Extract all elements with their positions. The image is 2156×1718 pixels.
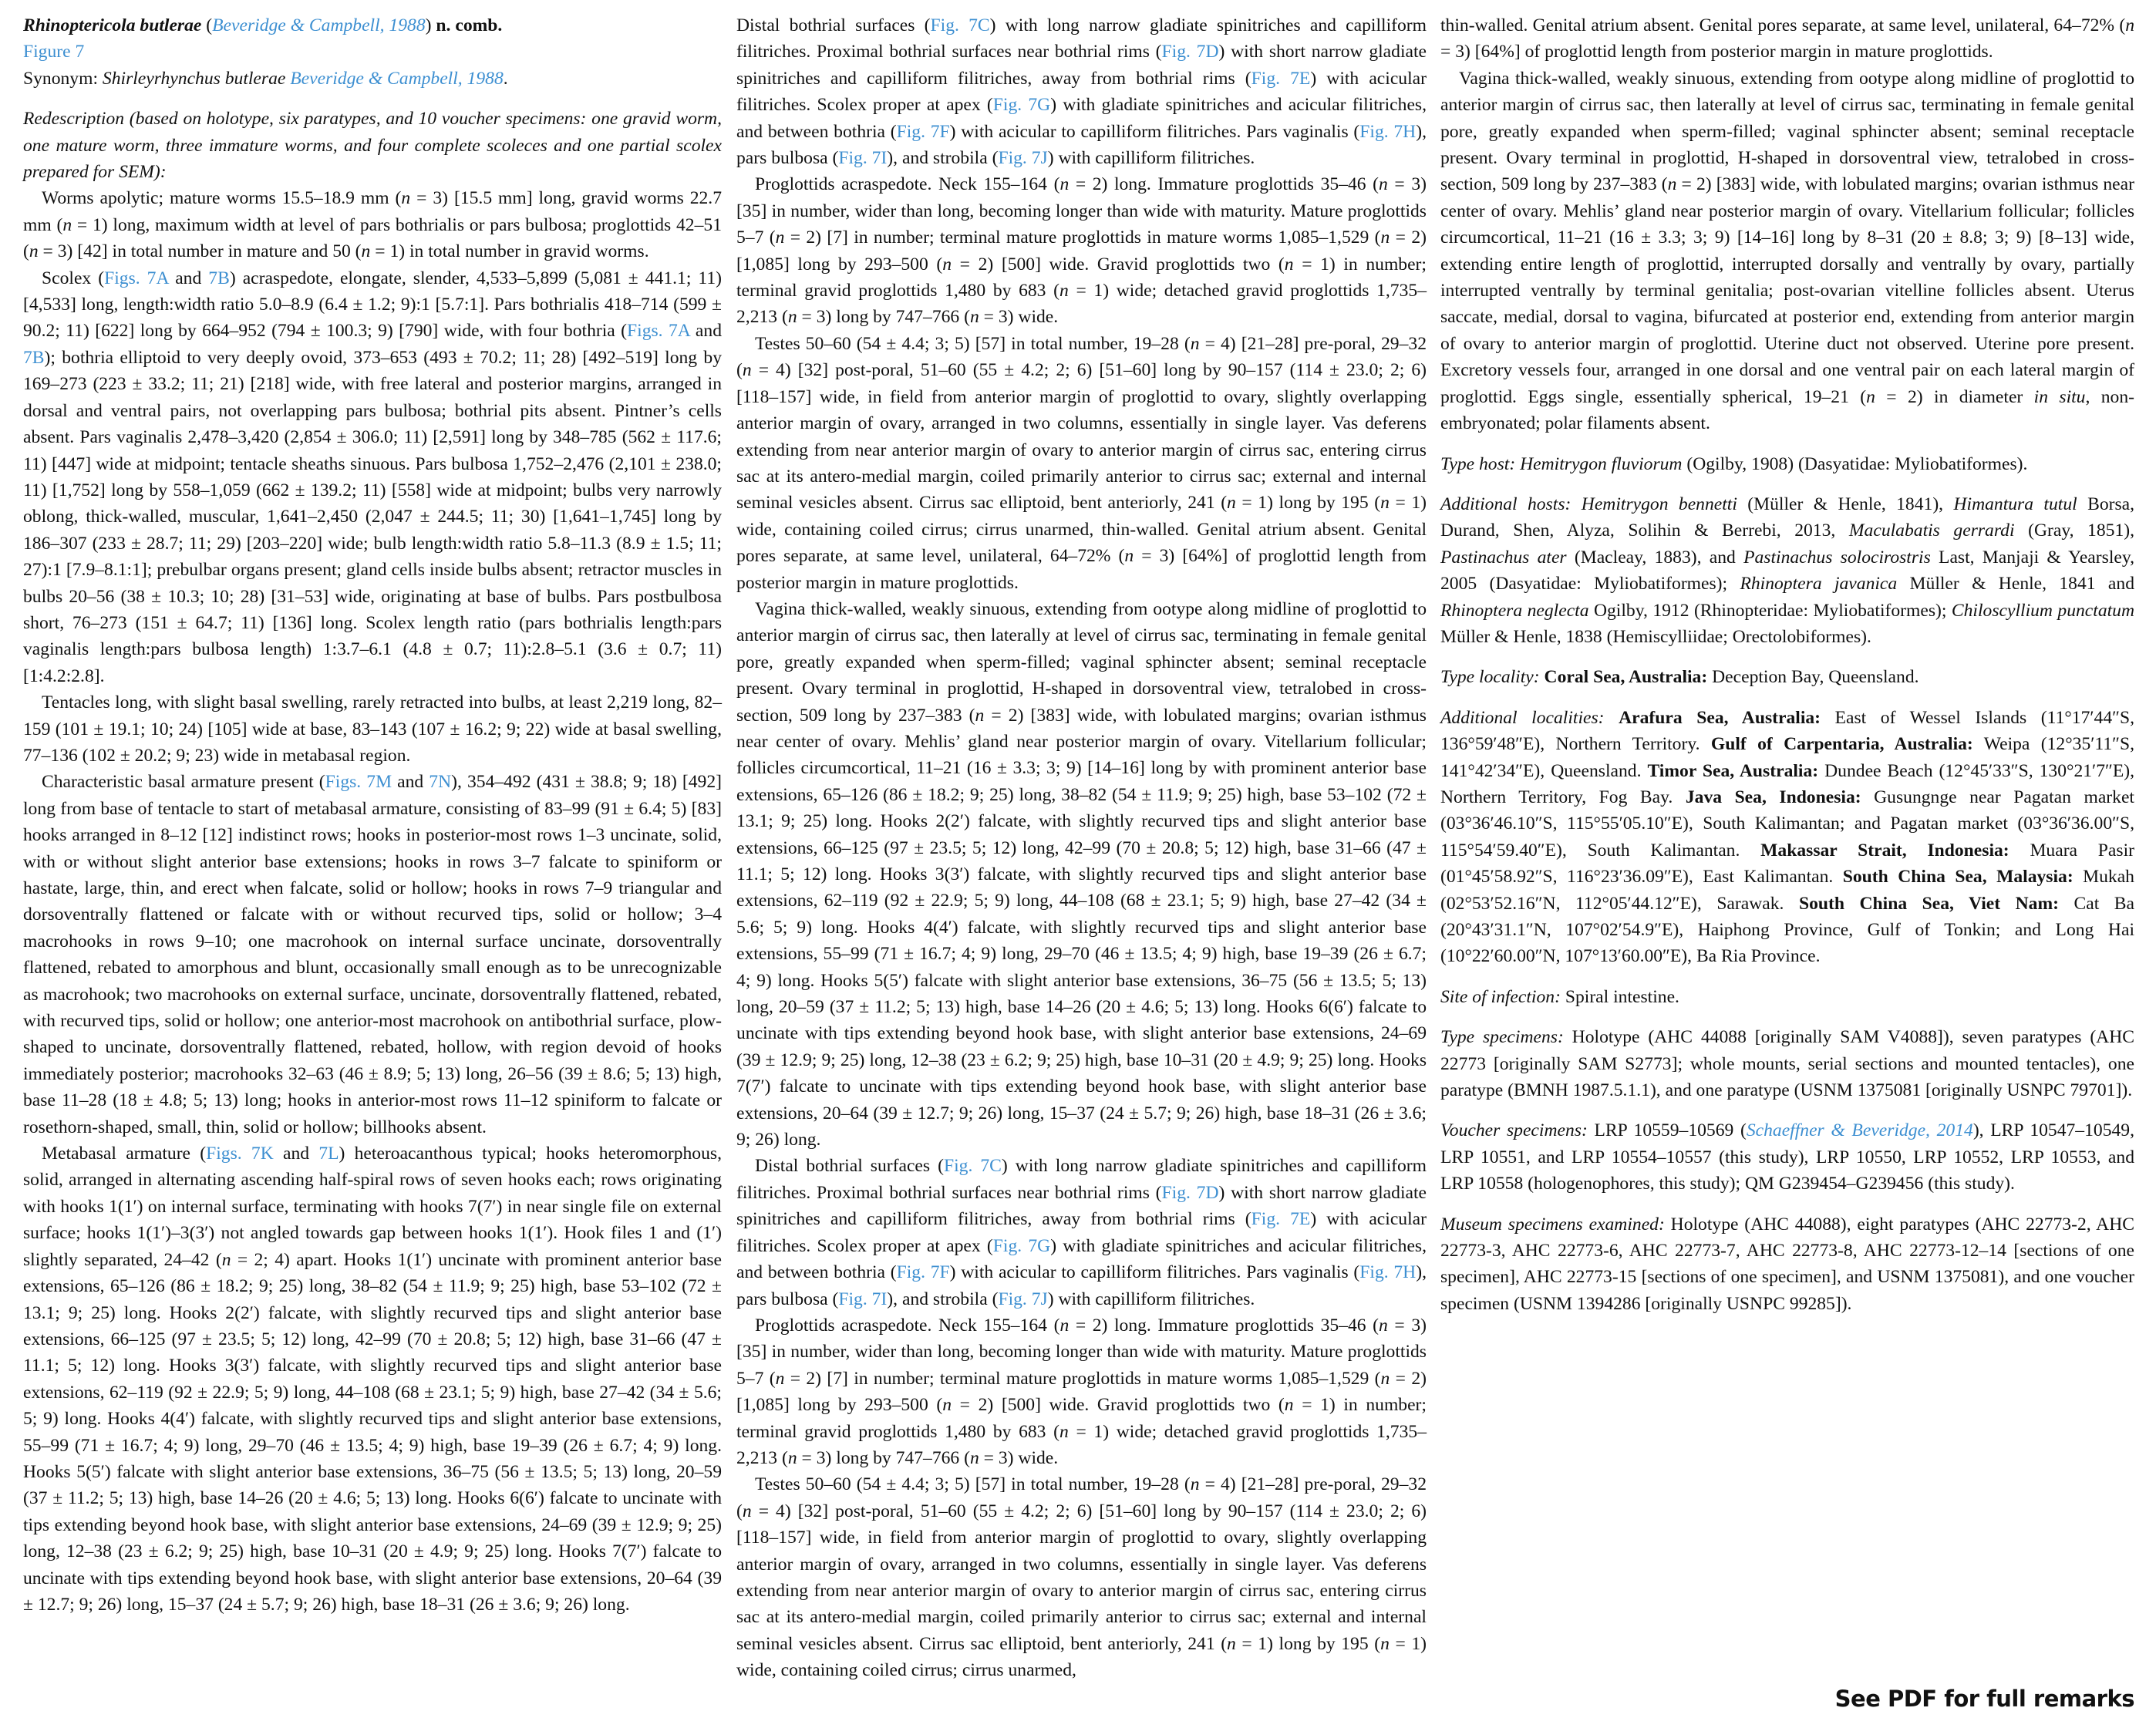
text-segment: n [975, 705, 985, 726]
text-segment: = 2) [383] wide, with lobulated margins; ovarian isthmus near center of ovary. Mehlis’ gland near posterior margin of ovary. Vitellarium follicular; follicles circumcortical, 11–21 (16 ± 3.3; 3; 9) [14–16] long by [736, 705, 1427, 779]
reference-link[interactable]: Figs. 7M [325, 772, 392, 793]
reference-link[interactable]: 7L [318, 1144, 339, 1164]
reference-link[interactable]: Fig. 7J [998, 148, 1048, 169]
basal-armature-paragraph [23, 769, 722, 1140]
text-segment: = 1) wide; detached gravid proglottids 1,735–2,213 ( [736, 1421, 1427, 1468]
text-segment: ) heteroacanthous typical; hooks heteromorphous, solid, arranged in alternating ascending half-spiral rows of seven hooks each; rows originating with hooks 1(1′) on internal surface, terminating with hooks 7(7′) in near single file on external surface; hooks 1(1′)–3(3′) not angled towards gap between hooks 1(1′). Hook files 1 and (1′) slightly separated, 24–42 ( [23, 1144, 722, 1270]
text-segment: n [1380, 1633, 1390, 1654]
text-segment: n [787, 1447, 797, 1468]
text-segment: Pastinachus ater [1440, 547, 1567, 568]
text-segment: (Müller & Henle, 1841), [1737, 494, 1954, 514]
tentacles-paragraph [23, 689, 722, 769]
text-segment: = 3) [35] in number, wider than long, becoming longer than wide with maturity. Mature proglottids 5–7 ( [736, 1315, 1427, 1389]
text-segment: and [392, 772, 430, 793]
text-segment: ( [201, 15, 213, 35]
text-segment: Deception Bay, Queensland. [1707, 667, 1919, 688]
text-segment: n [969, 307, 979, 328]
text-segment: Type locality: [1440, 667, 1540, 688]
type-specimens [1440, 1024, 2134, 1103]
text-segment: = 4) [32] post-poral, 51–60 (55 ± 4.2; 2; 6) [51–60] long by 90–157 (114 ± 23.0; 2; 6) [118–157] wide, in field from anterior margin of proglottid to ovary, slightly overlapping anterior margin of ovary, arranged in two columns, essentially in single layer. Vas deferens extending from near anterior margin of ovary to anterior margin of cirrus sac, entering cirrus sac at its antero-medial margin, coiled primarily anterior to cirrus sac; external and internal seminal vesicles absent. Cirrus sac elliptoid, bent anteriorly, 241 ( [736, 360, 1427, 514]
text-segment: (Macleay, 1883), and [1566, 547, 1744, 568]
voucher-specimens [1440, 1117, 2134, 1197]
text-segment: ); bothria elliptoid to very deeply ovoid, 373–653 (493 ± 70.2; 11; 28) [492–519] long by 169–273 (223 ± 33.2; 11; 21) [218] wide, with free lateral and posterior margins, arranged in dorsal and ventral pairs, not overlapping pars bulbosa; bothrial pits absent. Pintner’s cells absent. Pars vaginalis 2,478–3,420 (2,854 ± 306.0; 11) [2,591] long by 348–785 (562 ± 117.6; 11) [447] wide at midpoint; tentacle sheaths sinuous. Pars bulbosa 1,752–2,476 (2,101 ± 238.0; 11) [1,752] long by 558–1,059 (662 ± 139.2; 11) [558] wide at midpoint; bulbs very narrowly oblong, thick-walled, muscular, 1,641–2,450 (2,047 ± 244.5; 11; 30) [1,641–1,745] long by 186–307 (233 ± 28.7; 11; 29) [203–220] wide; bulb length:width ratio 5.8–11.3 (8.9 ± 1.5; 11; 27):1 [7.9–8.1:1]; prebulbar organs present; gland cells inside bulbs absent; retractor muscles in bulbs 20–56 (38 ± 10.3; 10; 28) [31–53] wide, originating at base of bulbs. Pars postbulbosa short, 76–273 (151 ± 64.7; 11) [136] long. Scolex length ratio (pars bothrialis length:pars vaginalis length:pars bulbosa length) 1:3.7–6.1 (4.8 ± 0.7; 11):2.8–5.1 (3.6 ± 0.7; 11) [1:4.2:2.8]. [23, 347, 722, 686]
text-segment: ), pars bulbosa ( [736, 1262, 1427, 1309]
text-segment: n [942, 254, 952, 275]
text-segment: n [62, 214, 72, 235]
text-segment: n [969, 1447, 979, 1468]
text-segment: n [742, 360, 752, 381]
surfaces-paragraph [736, 12, 1427, 171]
reference-link[interactable]: Fig. 7E [1251, 1209, 1311, 1230]
testes-paragraph [736, 331, 1427, 596]
text-segment: Additional hosts: [1440, 494, 1572, 514]
text-segment: = 2) [7] in number; terminal mature proglottids in mature worms 1,085–1,529 ( [784, 227, 1381, 248]
text-segment: n [942, 1395, 952, 1416]
text-segment: Proglottids acraspedote. Neck 155–164 ( [755, 1315, 1060, 1336]
text-segment: ) with capilliform filitriches. [1047, 148, 1255, 169]
text-segment: with prominent anterior base extensions, 65–126 (86 ± 18.2; 9; 25) long, 38–82 (54 ± 11.9; 9; 25) high, base 53–102 (72 ± 13.1; 9; 25) long. Hooks 2(2′) falcate, with slightly recurved tips and slight anterior base extensions, 66–125 (97 ± 23.5; 5; 12) long, 42–99 (70 ± 20.8; 5; 12) high, base 31–66 (47 ± 11.1; 5; 12) long. Hooks 3(3′) falcate, with slightly recurved tips and slight anterior base extensions, 62–119 (92 ± 22.9; 5; 9) long, 44–108 (68 ± 23.1; 5; 9) high, base 27–42 (34 ± 5.6; 5; 9) long. Hooks 4(4′) falcate, with slightly recurved tips and slight anterior base extensions, 55–99 (71 ± 16.7; 4; 9) long, 29–70 (46 ± 13.5; 4; 9) high, base 19–39 (26 ± 6.7; 4; 9) long. Hooks 5(5′) falcate with slight anterior base extensions, 36–75 (56 ± 13.5; 5; 13) long, 20–59 (37 ± 11.2; 5; 13) high, base 14–26 (20 ± 4.6; 5; 13) long. Hooks 6(6′) falcate to uncinate with tips extending beyond hook base, with slight anterior base extensions, 24–69 (39 ± 12.9; 9; 25) long, 12–38 (23 ± 6.2; 9; 25) high, base 10–31 (20 ± 4.9; 9; 25) long. Hooks 7(7′) falcate to uncinate with tips extending beyond hook base, with slight anterior base extensions, 20–64 (39 ± 12.7; 9; 26) long, 15–37 (24 ± 5.7; 9; 26) high, base 18–31 (26 ± 3.6; 9; 26) long. [736, 758, 1427, 1150]
text-segment: ) with acicular filitriches. Scolex proper at apex ( [736, 68, 1427, 116]
additional-hosts [1440, 491, 2134, 650]
text-segment: = 1) in number; terminal gravid proglottids 1,480 by 683 ( [736, 1395, 1427, 1442]
reference-link[interactable]: Figs. 7K [206, 1144, 274, 1164]
metabasal-armature-paragraph [23, 1140, 722, 1618]
text-segment: n [2125, 15, 2134, 35]
text-segment: ), 354–492 (431 ± 38.8; 9; 18) [492] long from base of tentacle to start of metabasal armature, consisting of 83–99 (91 ± 6.4; 5) [83] hooks arranged in 8–12 [12] indistinct rows; hooks in posterior-most rows 1–3 uncinate, solid, with or without slight anterior base extensions; hooks in rows 3–7 falcate to spiniform or hastate, large, thin, and erect when falcate, solid or hollow; hooks in rows 7–9 triangular and dorsoventrally flattened or falcate with or without recurved tips, solid or hollow; 3–4 macrohooks in rows 9–10; one macrohook on internal surface uncinate, dorsoventrally flattened, rebated to amorphous and blunt, occasionally small enough as to be unrecognizable as macrohook; two macrohooks on external surface, uncinate, dorsoventrally flattened, rebated, with recurved tips, solid or hollow; one anterior-most macrohook on antibothrial surface, plow-shaped to uncinate, dorsoventrally flattened, rebated, hollow, with region devoid of hooks immediately posterior; macrohooks 32–63 (46 ± 8.9; 5; 13) long, 26–56 (39 ± 8.6; 5; 13) high, base 11–28 (18 ± 4.8; 5; 13) long; hooks in anterior-most rows 11–12 spiniform to falcate or rosethorn-shaped, small, thin, solid or hollow; billhooks absent. [23, 772, 722, 1137]
text-segment: Characteristic basal armature present ( [42, 772, 325, 793]
type-host [1440, 451, 2134, 477]
redescription-intro [23, 106, 722, 185]
reference-link[interactable]: Figure 7 [23, 42, 85, 62]
text-segment: ), and strobila ( [887, 1288, 999, 1309]
text-segment: ) with long narrow gladiate spinitriches and capilliform filitriches. Proximal bothrial surfaces near bothrial rims ( [736, 1156, 1427, 1203]
reference-link[interactable]: Schaeffner & Beveridge, 2014 [1746, 1120, 1973, 1141]
text-segment: Rhinoptericola butlerae [23, 15, 202, 35]
text-segment: Vagina thick-walled, weakly sinuous, extending from ootype along midline of proglottid to anterior margin of cirrus sac, then laterally at level of cirrus sac, terminating in female genital pore, greatly expanded when sperm-filled; vaginal sphincter absent; seminal receptacle present. Ovary terminal in proglottid, H-shaped in dorsoventral view, tetralobed in cross-section, 509 long by 237–383 ( [1440, 68, 2134, 195]
reference-link[interactable]: 7B [208, 268, 230, 288]
text-segment: = 3) wide. [979, 1447, 1059, 1468]
proglottids-paragraph-repeat [736, 1312, 1427, 1471]
text-segment: n [1380, 227, 1390, 248]
text-segment: Gusungnge near Pagatan market (03°36′46.10″S, 115°55′05.10″E), South Kalimantan; and Pagatan market (03°36′36.00″S, 115°54′59.40″E), South Kalimantan. [1440, 787, 2134, 861]
reference-link[interactable]: Fig. 7C [930, 15, 990, 35]
text-segment: Holotype (AHC 44088), eight paratypes (AHC 22773-2, AHC 22773-3, AHC 22773-6, AHC 22773-7, AHC 22773-8, AHC 22773-12–14 [sections of one specimen], AHC 22773-15 [sections of one specimen], and USNM 1375081), and one voucher specimen (USNM 1394286 [originally USNPC 99285]). [1440, 1214, 2134, 1314]
text-segment: n [401, 188, 411, 209]
text-segment: = 2) [1,085] long by 293–500 ( [736, 1368, 1427, 1416]
text-segment: Site of infection: [1440, 986, 1561, 1007]
text-segment: East of Wessel Islands (11°17′44″S, 136°59′48″E), Northern Territory. [1440, 707, 2134, 755]
text-segment: Metabasal armature ( [42, 1144, 207, 1164]
text-segment [1571, 494, 1581, 514]
text-segment: ) acraspedote, elongate, slender, 4,533–5,899 (5,081 ± 441.1; 11) [4,533] long, length:width ratio 5.0–8.9 (6.4 ± 1.2; 9):1 [5.7:1]. Pars bothrialis 418–714 (599 ± 90.2; 11) [622] long by 664–952 (794 ± 100.3; 9) [790] wide, with four bothria ( [23, 268, 722, 342]
text-segment: = 4) [32] post-poral, 51–60 (55 ± 4.2; 2; 6) [51–60] long by 90–157 (114 ± 23.0; 2; 6) [118–157] wide, in field from anterior margin of proglottid to ovary, slightly overlapping anterior margin of ovary, arranged in two columns, essentially in single layer. Vas deferens extending from near anterior margin of ovary to anterior margin of cirrus sac, entering cirrus sac at its antero-medial margin, coiled primarily anterior to cirrus sac; external and internal seminal vesicles absent. Cirrus sac elliptoid, bent anteriorly, 241 ( [736, 1501, 1427, 1654]
text-segment: Hemitrygon bennetti [1581, 494, 1737, 514]
text-segment: ) with gladiate spinitriches and acicular filitriches, and between bothria ( [736, 1235, 1427, 1283]
text-segment: n [787, 307, 797, 328]
text-segment: Maculabatis gerrardi [1848, 520, 2015, 541]
text-segment: n [1284, 254, 1294, 275]
column-3 [1440, 12, 2134, 1317]
text-segment: Muara Pasir (01°45′58.92″S, 116°23′36.09″E), East Kalimantan. [1440, 840, 2134, 888]
text-segment: in situ [2033, 386, 2086, 407]
text-segment: Himantura tutul [1953, 494, 2077, 514]
museum-specimens [1440, 1211, 2134, 1318]
text-segment: ), pars bulbosa ( [736, 121, 1427, 169]
text-segment: Last, Manjaji & Yearsley, 2005 (Dasyatidae: Myliobatiformes); [1440, 547, 2135, 595]
text-segment: = 2) [500] wide. Gravid proglottids two ( [952, 1395, 1285, 1416]
text-segment: Pastinachus solocirostris [1743, 547, 1931, 568]
text-segment: ), and strobila ( [887, 148, 999, 169]
text-segment: 8–31 (20 ± 8.8; 3; 9) [8–13] wide, extending entire length of proglottid, interrupted dorsally and ventrally by ovary, partially interrupted ventrally by terminal genitalia; post-ovarian vitelline follicles absent. Uterus saccate, medial, dorsal to vagina, bifurcated at posterior end, extending from anterior margin of ovary to anterior margin of proglottid. Uterine duct not observed. Uterine pore present. Excretory vessels four, arranged in one dorsal and one ventral pair on each lateral margin of proglottid. Eggs single, essentially spherical, 19–21 ( [1440, 227, 2135, 407]
figure-link-line [23, 39, 722, 65]
text-segment: = 1) in number; terminal gravid proglottids 1,480 by 683 ( [736, 254, 1427, 301]
text-segment: South China Sea, Viet Nam: [1798, 893, 2059, 914]
worms-paragraph [23, 185, 722, 264]
text-segment: = 3) [64%] of proglottid length from posterior margin in mature proglottids. [1440, 42, 1993, 62]
text-segment: n. comb. [436, 15, 503, 35]
reference-link[interactable]: Fig. 7F [896, 121, 950, 142]
reference-link[interactable]: Beveridge & Campbell, 1988 [212, 15, 426, 35]
text-segment: n [361, 241, 371, 262]
text-segment: n [1866, 386, 1875, 407]
reference-link[interactable]: Fig. 7H [1359, 1262, 1417, 1283]
text-segment: n [1380, 1368, 1390, 1389]
text-segment: Tentacles long, with slight basal swelling, rarely retracted into bulbs, at least 2,219 long, 82–159 (101 ± 19.1; 10; 24) [105] wide at base, 83–143 (107 ± 16.2; 9; 22) wide at basal swelling, 77–136 (102 ± 20.2; 9; 23) wide in metabasal region. [23, 692, 722, 766]
text-segment: n [1379, 174, 1388, 195]
text-segment: ) with gladiate spinitriches and acicular filitriches, and between bothria ( [736, 95, 1427, 142]
text-segment: = 1) long by 195 ( [1235, 493, 1381, 514]
reference-link[interactable]: Beveridge & Campbell, 1988 [290, 68, 504, 89]
text-segment: , non-embryonated; polar filaments absent. [1440, 386, 2135, 434]
text-segment: Additional localities: [1440, 707, 1605, 728]
proglottids-paragraph [736, 171, 1427, 330]
reference-link[interactable]: Fig. 7D [1161, 42, 1219, 62]
reference-link[interactable]: 7N [429, 772, 452, 793]
text-segment: = 1) long, maximum width at level of pars bothrialis or pars bulbosa; proglottids 42–51 ( [23, 214, 722, 262]
text-segment: Testes 50–60 (54 ± 4.4; 3; 5) [57] in total number, 19–28 ( [755, 333, 1191, 354]
text-segment: Museum specimens examined: [1440, 1214, 1665, 1235]
text-segment: Arafura Sea, Australia: [1619, 707, 1821, 728]
vagina-paragraph [736, 596, 1427, 1154]
genital-paragraph-continued [1440, 12, 2134, 66]
text-segment: n [1227, 1633, 1236, 1654]
text-segment: = 3) [64%] of proglottid length from posterior margin in mature proglottids. [736, 546, 1427, 593]
text-segment: = 2) in diameter [1875, 386, 2034, 407]
text-segment: = 3) long by 747–766 ( [797, 1447, 970, 1468]
text-segment: ) with long narrow gladiate spinitriches and capilliform filitriches. Proximal bothrial surfaces near bothrial rims ( [736, 15, 1427, 62]
text-segment: Redescription (based on holotype, six paratypes, and 10 voucher specimens: one gravid worm, one mature worm, three immature worms, and four complete scoleces and one partial scolex prepared for SEM): [23, 109, 722, 183]
text-segment: ) with capilliform filitriches. [1047, 1288, 1255, 1309]
text-segment: Weipa (12°35′11″S, 141°42′34″E), Queensland. [1440, 734, 2134, 781]
text-segment: Rhinoptera javanica [1740, 574, 1898, 595]
text-segment: = 2) [500] wide. Gravid proglottids two ( [952, 254, 1285, 275]
species-heading [23, 12, 722, 39]
text-segment: ) with acicular to capilliform filitriches. Pars vaginalis ( [949, 1262, 1360, 1283]
text-segment: n [221, 1249, 231, 1270]
reference-link[interactable]: Fig. 7I [838, 1288, 888, 1309]
text-segment: n [1380, 493, 1390, 514]
reference-link[interactable]: Fig. 7G [992, 1235, 1051, 1256]
text-segment: n [775, 227, 785, 248]
text-segment: Chiloscyllium punctatum [1951, 600, 2135, 621]
text-segment: Borsa, Durand, Shen, Alyza, Solihin & Berrebi, 2013, [1440, 494, 2135, 541]
text-segment: = 3) [35] in number, wider than long, becoming longer than wide with maturity. Mature proglottids 5–7 ( [736, 174, 1427, 248]
text-segment [1605, 708, 1619, 728]
reference-link[interactable]: Fig. 7F [896, 1262, 950, 1283]
text-segment: n [1190, 1474, 1200, 1495]
see-pdf-remarks-link[interactable]: See PDF for full remarks [1834, 1685, 2134, 1712]
reference-link[interactable]: Figs. 7A [627, 321, 690, 342]
text-segment: Coral Sea, Australia: [1544, 667, 1708, 688]
surfaces-paragraph-repeat [736, 1153, 1427, 1312]
text-segment: Spiral intestine. [1560, 986, 1679, 1007]
text-segment: Müller & Henle, 1841 and [1897, 574, 2134, 595]
text-segment: = 4) [21–28] pre-poral, 29–32 ( [736, 1474, 1427, 1521]
text-segment: n [1124, 546, 1134, 567]
text-segment: Rhinoptera neglecta [1440, 600, 1589, 621]
text-segment: = 2) [383] wide, with lobulated margins; ovarian isthmus near center of ovary. Mehlis’ gland near posterior margin of ovary. Vitellarium follicular; follicles circumcortical, 11–21 (16 ± 3.3; 3; 9) [14–16] long by [1440, 174, 2134, 248]
text-segment: Cat Ba (20°43′31.1″N, 107°02′54.9″E), Haiphong Province, Gulf of Tonkin; and Long Hai (10°22′60.00″N, 107°13′60.00″E), Ba Ria Province. [1440, 893, 2134, 967]
text-segment: = 1) wide; detached gravid proglottids 1,735–2,213 ( [736, 281, 1427, 328]
column-1 [23, 12, 722, 1618]
text-segment: Worms apolytic; mature worms 15.5–18.9 mm ( [42, 188, 402, 209]
text-segment: = 1) long by 195 ( [1235, 1633, 1381, 1654]
text-segment: = 2; 4) apart. Hooks 1(1′) uncinate [231, 1249, 507, 1270]
text-segment: = 1) wide, containing coiled cirrus; cirrus unarmed, [736, 1633, 1427, 1681]
text-segment: Ogilby, 1912 (Rhinopteridae: Myliobatiformes); [1588, 600, 1952, 621]
text-segment: Hemitrygon fluviorum [1520, 453, 1683, 474]
text-segment: n [1059, 174, 1070, 195]
text-segment: Vagina thick-walled, weakly sinuous, extending from ootype along midline of proglottid to anterior margin of cirrus sac, then laterally at level of cirrus sac, terminating in female genital pore, greatly expanded when sperm-filled; vaginal sphincter absent; seminal receptacle present. Ovary terminal in proglottid, H-shaped in dorsoventral view, tetralobed in cross-section, 509 long by 237–383 ( [736, 598, 1427, 726]
text-segment: n [1284, 1395, 1294, 1416]
text-segment: = 3) [42] in total number in mature and 50 ( [38, 241, 362, 262]
text-segment: Distal bothrial surfaces ( [736, 15, 931, 35]
text-segment: Synonym: [23, 68, 103, 89]
text-segment: Voucher specimens: [1440, 1120, 1588, 1141]
reference-link[interactable]: 7B [23, 347, 45, 368]
text-segment: Testes 50–60 (54 ± 4.4; 3; 5) [57] in total number, 19–28 ( [755, 1474, 1191, 1495]
testes-paragraph-repeat [736, 1471, 1427, 1683]
text-segment: ), LRP 10547–10549, LRP 10551, and LRP 10554–10557 (this study), LRP 10550, LRP 10552, LRP 10553, and LRP 10558 (hologenophores, this study); QM G239454–G239456 (this study). [1440, 1120, 2134, 1194]
text-segment: n [1059, 1421, 1069, 1442]
text-segment: = 3) wide. [979, 307, 1059, 328]
text-segment: n [1379, 1315, 1388, 1336]
synonym-line [23, 66, 722, 92]
text-segment: ) with acicular to capilliform filitriches. Pars vaginalis ( [949, 121, 1360, 142]
text-segment: n [1059, 281, 1069, 301]
text-segment: ) with acicular filitriches. Scolex proper at apex ( [736, 1209, 1427, 1256]
text-segment: n [1190, 333, 1200, 354]
text-segment: ) [425, 15, 436, 35]
text-segment: = 1) wide, containing coiled cirrus; cirrus unarmed, [736, 493, 1427, 540]
reference-link[interactable]: Fig. 7D [1161, 1182, 1219, 1203]
text-segment: n [1667, 174, 1677, 195]
text-segment: South China Sea, Malaysia: [1842, 867, 2073, 888]
reference-link[interactable]: Fig. 7H [1359, 121, 1417, 142]
reference-link[interactable]: Fig. 7I [838, 148, 888, 169]
reference-link[interactable]: Fig. 7J [998, 1288, 1048, 1309]
text-segment: = 3) long by 747–766 ( [797, 307, 970, 328]
reference-link[interactable]: Fig. 7G [992, 95, 1051, 116]
text-segment: (Gray, 1851), [2014, 520, 2134, 541]
text-segment: . [503, 68, 508, 89]
text-segment: Timor Sea, Australia: [1647, 760, 1819, 781]
text-segment: LRP 10559–10569 ( [1587, 1120, 1747, 1141]
text-segment: n [742, 1501, 752, 1521]
reference-link[interactable]: Fig. 7E [1251, 68, 1311, 89]
text-segment: n [1227, 493, 1236, 514]
text-segment: = 4) [21–28] pre-poral, 29–32 ( [736, 333, 1427, 381]
text-segment: Distal bothrial surfaces ( [755, 1156, 944, 1177]
text-segment: Makassar Strait, Indonesia: [1760, 840, 2009, 861]
text-segment: with prominent anterior base extensions, 65–126 (86 ± 18.2; 9; 25) long, 38–82 (54 ± 11.9; 9; 25) high, base 53–102 (72 ± 13.1; 9; 25) long. Hooks 2(2′) falcate, with slightly recurved tips and slight anterior base extensions, 66–125 (97 ± 23.5; 5; 12) long, 42–99 (70 ± 20.8; 5; 12) high, base 31–66 (47 ± 11.1; 5; 12) long. Hooks 3(3′) falcate, with slightly recurved tips and slight anterior base extensions, 62–119 (92 ± 22.9; 5; 9) long, 44–108 (68 ± 23.1; 5; 9) high, base 27–42 (34 ± 5.6; 5; 9) long. Hooks 4(4′) falcate, with slightly recurved tips and slight anterior base extensions, 55–99 (71 ± 16.7; 4; 9) long, 29–70 (46 ± 13.5; 4; 9) high, base 19–39 (26 ± 6.7; 4; 9) long. Hooks 5(5′) falcate with slight anterior base extensions, 36–75 (56 ± 13.5; 5; 13) long, 20–59 (37 ± 11.2; 5; 13) high, base 14–26 (20 ± 4.6; 5; 13) long. Hooks 6(6′) falcate to uncinate with tips extending beyond hook base, with slight anterior base extensions, 24–69 (39 ± 12.9; 9; 25) long, 12–38 (23 ± 6.2; 9; 25) high, base 10–31 (20 ± 4.9; 9; 25) long. Hooks 7(7′) falcate to uncinate with tips extending beyond hook base, with slight anterior base extensions, 20–64 (39 ± 12.7; 9; 26) long, 15–37 (24 ± 5.7; 9; 26) high, base 18–31 (26 ± 3.6; 9; 26) long. [23, 1249, 722, 1615]
text-segment: ) with short narrow gladiate spinitriches and capilliform filitriches, away from bothrial rims ( [736, 1182, 1427, 1230]
text-segment: = 3) [15.5 mm] long, gravid worms 22.7 mm ( [23, 188, 722, 235]
type-locality [1440, 664, 2134, 690]
text-segment: Scolex ( [42, 268, 105, 288]
vagina-paragraph-full [1440, 66, 2134, 437]
text-segment: = 2) long. Immature proglottids 35–46 ( [1069, 174, 1380, 195]
text-segment: = 2) [7] in number; terminal mature proglottids in mature worms 1,085–1,529 ( [784, 1368, 1381, 1389]
text-segment: n [29, 241, 39, 262]
scolex-paragraph [23, 265, 722, 690]
text-segment: = 1) in total number in gravid worms. [370, 241, 649, 262]
text-segment: Java Sea, Indonesia: [1685, 787, 1861, 807]
reference-link[interactable]: Figs. 7A [104, 268, 169, 288]
text-segment: = 2) [1,085] long by 293–500 ( [736, 227, 1427, 275]
text-segment: n [775, 1368, 785, 1389]
text-segment: Holotype (AHC 44088 [originally SAM V4088]), seven paratypes (AHC 22773 [originally SAM S2773]; whole mounts, serial sections and mounted tentacles), one paratype (BMNH 1987.5.1.1), and one paratype (USNM 1375081 [originally USNPC 79701]). [1440, 1027, 2134, 1101]
text-segment: Proglottids acraspedote. Neck 155–164 ( [755, 174, 1060, 195]
text-segment: (Ogilby, 1908) (Dasyatidae: Myliobatiformes). [1682, 453, 2028, 474]
additional-localities [1440, 705, 2134, 970]
site-of-infection [1440, 984, 2134, 1010]
text-segment: and [273, 1144, 319, 1164]
text-segment: Müller & Henle, 1838 (Hemiscylliidae; Orectolobiformes). [1440, 626, 1871, 647]
text-segment: Dundee Beach (12°45′33″S, 130°21′7″E), Northern Territory, Fog Bay. [1440, 760, 2134, 807]
text-segment: and [689, 321, 722, 342]
text-segment: thin-walled. Genital atrium absent. Genital pores separate, at same level, unilateral, 64–72% ( [1440, 15, 2126, 35]
text-segment: Mukah (02°53′52.16″N, 112°05′44.12″E), Sarawak. [1440, 867, 2134, 914]
text-segment: Type host: [1440, 453, 1516, 474]
text-segment: ) with short narrow gladiate spinitriches and capilliform filitriches, away from bothrial rims ( [736, 42, 1427, 89]
reference-link[interactable]: Fig. 7C [943, 1156, 1002, 1177]
text-segment: Type specimens: [1440, 1027, 1564, 1048]
text-segment: n [1059, 1315, 1070, 1336]
column-2 [736, 12, 1427, 1684]
text-segment: Shirleyrhynchus butlerae [102, 68, 286, 89]
text-segment: and [168, 268, 209, 288]
text-segment: thin-walled. Genital atrium absent. Genital pores separate, at same level, unilateral, 64–72% ( [736, 519, 1427, 567]
text-segment: Gulf of Carpentaria, Australia: [1710, 734, 1973, 755]
text-segment: = 2) long. Immature proglottids 35–46 ( [1069, 1315, 1380, 1336]
